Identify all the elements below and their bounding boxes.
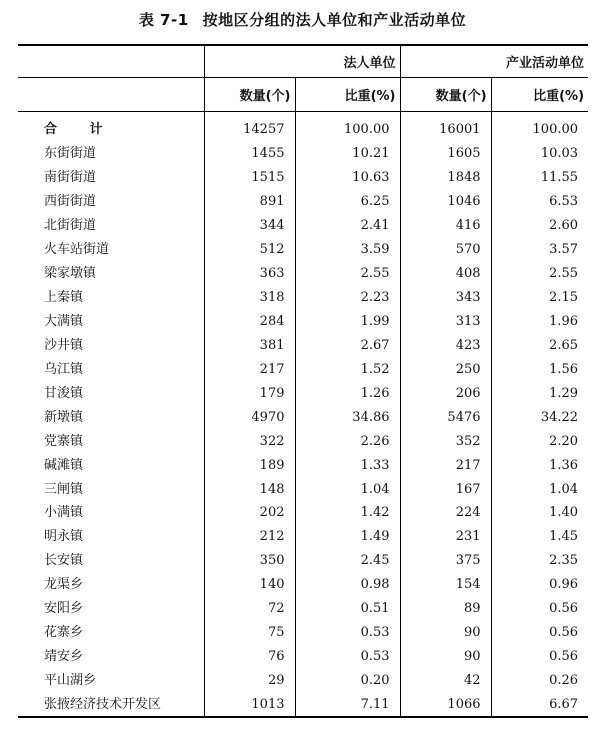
region-name: 小满镇 [44,505,84,521]
region-name: 安阳乡 [44,601,84,617]
activity-unit-count: 167 [400,477,491,501]
header-count-legal: 数量(个) [204,78,295,112]
legal-unit-count: 344 [204,214,295,238]
table-row [18,166,588,190]
region-name: 平山湖乡 [44,673,97,689]
activity-unit-share: 1.45 [491,525,588,549]
table-row [18,669,588,693]
header-row-groups [18,45,588,78]
table-row [18,621,588,645]
header-row-measures [18,78,588,112]
activity-unit-count: 89 [400,597,491,621]
table-row [18,190,588,214]
table-row [18,429,588,453]
legal-unit-share: 0.20 [295,669,400,693]
legal-unit-count: 202 [204,501,295,525]
region-name: 梁家墩镇 [44,266,97,282]
activity-unit-share: 0.56 [491,597,588,621]
legal-unit-share: 1.52 [295,357,400,381]
activity-unit-count: 1605 [400,142,491,166]
region-name: 上秦镇 [44,290,84,306]
legal-unit-count: 179 [204,381,295,405]
header-corner [18,45,204,78]
activity-unit-count: 231 [400,525,491,549]
activity-unit-count: 224 [400,501,491,525]
legal-unit-count: 29 [204,669,295,693]
activity-unit-share: 6.67 [491,693,588,718]
legal-unit-share: 0.98 [295,573,400,597]
legal-unit-share: 34.86 [295,405,400,429]
legal-unit-count: 363 [204,262,295,286]
activity-unit-share: 2.20 [491,429,588,453]
legal-unit-share: 1.33 [295,453,400,477]
header-share-activity: 比重(%) [491,78,588,112]
activity-unit-share: 0.26 [491,669,588,693]
activity-unit-share: 11.55 [491,166,588,190]
legal-unit-share: 7.11 [295,693,400,718]
activity-unit-share: 0.56 [491,645,588,669]
legal-unit-count: 1455 [204,142,295,166]
activity-unit-count: 1046 [400,190,491,214]
region-name: 碱滩镇 [44,457,84,473]
region-name: 明永镇 [44,529,84,545]
region-name: 南街街道 [44,170,97,186]
total-row [18,112,588,142]
region-name: 合 计 [44,122,117,138]
legal-unit-count: 140 [204,573,295,597]
activity-unit-count: 1848 [400,166,491,190]
legal-unit-count: 72 [204,597,295,621]
legal-unit-count: 1013 [204,693,295,718]
activity-unit-share: 0.56 [491,621,588,645]
table-row [18,286,588,310]
region-name: 乌江镇 [44,361,84,377]
legal-unit-share: 0.53 [295,645,400,669]
legal-unit-share: 1.26 [295,381,400,405]
legal-unit-count: 1515 [204,166,295,190]
region-name: 北街街道 [44,218,97,234]
legal-unit-count: 189 [204,453,295,477]
activity-unit-count: 16001 [400,112,491,142]
legal-unit-share: 1.99 [295,310,400,334]
header-share-legal: 比重(%) [295,78,400,112]
legal-unit-share: 1.49 [295,525,400,549]
data-table [18,44,588,718]
activity-unit-share: 1.96 [491,310,588,334]
activity-unit-count: 352 [400,429,491,453]
activity-unit-share: 34.22 [491,405,588,429]
region-name: 靖安乡 [44,649,84,665]
region-name: 大满镇 [44,313,84,329]
legal-unit-count: 4970 [204,405,295,429]
activity-unit-count: 375 [400,549,491,573]
activity-unit-share: 100.00 [491,112,588,142]
activity-unit-count: 5476 [400,405,491,429]
region-name: 沙井镇 [44,337,84,353]
header-legal-units: 法人单位 [204,45,400,78]
region-name: 花寨乡 [44,625,84,641]
activity-unit-count: 42 [400,669,491,693]
table-row [18,262,588,286]
region-name: 长安镇 [44,553,84,569]
activity-unit-share: 6.53 [491,190,588,214]
activity-unit-share: 2.65 [491,333,588,357]
legal-unit-share: 3.59 [295,238,400,262]
activity-unit-count: 313 [400,310,491,334]
legal-unit-count: 14257 [204,112,295,142]
legal-unit-count: 318 [204,286,295,310]
legal-unit-count: 350 [204,549,295,573]
table-row [18,597,588,621]
activity-unit-share: 2.55 [491,262,588,286]
legal-unit-count: 75 [204,621,295,645]
table-row [18,405,588,429]
legal-unit-share: 6.25 [295,190,400,214]
legal-unit-share: 10.63 [295,166,400,190]
activity-unit-share: 0.96 [491,573,588,597]
activity-unit-share: 1.40 [491,501,588,525]
region-name: 西街街道 [44,194,97,210]
legal-unit-count: 381 [204,333,295,357]
legal-unit-count: 322 [204,429,295,453]
activity-unit-count: 408 [400,262,491,286]
legal-unit-count: 284 [204,310,295,334]
legal-unit-share: 0.53 [295,621,400,645]
activity-unit-count: 1066 [400,693,491,718]
activity-unit-count: 250 [400,357,491,381]
region-name: 东街街道 [44,146,97,162]
table-row [18,333,588,357]
table-row [18,645,588,669]
activity-unit-count: 90 [400,645,491,669]
table-row [18,525,588,549]
header-corner-lower [18,78,204,112]
activity-unit-count: 217 [400,453,491,477]
table-row [18,214,588,238]
table-row [18,573,588,597]
table-row [18,310,588,334]
activity-unit-share: 2.15 [491,286,588,310]
table-row [18,357,588,381]
table-title [0,9,605,30]
header-activity-units: 产业活动单位 [400,45,588,78]
activity-unit-count: 343 [400,286,491,310]
table-number: 表 7-1 [138,11,189,29]
region-name: 火车站街道 [44,242,110,258]
table-row [18,453,588,477]
region-name: 党寨镇 [44,433,84,449]
legal-unit-count: 212 [204,525,295,549]
table-row [18,501,588,525]
legal-unit-share: 2.55 [295,262,400,286]
activity-unit-count: 154 [400,573,491,597]
legal-unit-share: 1.04 [295,477,400,501]
activity-unit-share: 2.35 [491,549,588,573]
activity-unit-share: 1.29 [491,381,588,405]
table-title-text: 按地区分组的法人单位和产业活动单位 [202,11,467,29]
legal-unit-share: 0.51 [295,597,400,621]
activity-unit-share: 2.60 [491,214,588,238]
legal-unit-count: 148 [204,477,295,501]
activity-unit-count: 570 [400,238,491,262]
region-name: 三闸镇 [44,481,84,497]
header-count-activity: 数量(个) [400,78,491,112]
table-row [18,142,588,166]
legal-unit-share: 2.67 [295,333,400,357]
legal-unit-share: 2.45 [295,549,400,573]
table-row [18,477,588,501]
legal-unit-count: 512 [204,238,295,262]
region-name: 甘浚镇 [44,385,84,401]
region-name: 张掖经济技术开发区 [18,693,204,718]
region-name: 龙渠乡 [44,577,84,593]
table-row [18,693,588,718]
legal-unit-share: 2.41 [295,214,400,238]
legal-unit-share: 2.26 [295,429,400,453]
legal-unit-share: 100.00 [295,112,400,142]
legal-unit-share: 1.42 [295,501,400,525]
legal-unit-count: 891 [204,190,295,214]
legal-unit-count: 76 [204,645,295,669]
activity-unit-share: 1.36 [491,453,588,477]
activity-unit-count: 206 [400,381,491,405]
legal-unit-count: 217 [204,357,295,381]
table-row [18,549,588,573]
activity-unit-share: 10.03 [491,142,588,166]
activity-unit-share: 1.56 [491,357,588,381]
activity-unit-count: 423 [400,333,491,357]
region-name: 新墩镇 [44,409,84,425]
activity-unit-count: 90 [400,621,491,645]
legal-unit-share: 2.23 [295,286,400,310]
activity-unit-share: 3.57 [491,238,588,262]
legal-unit-share: 10.21 [295,142,400,166]
table-row [18,381,588,405]
activity-unit-share: 1.04 [491,477,588,501]
activity-unit-count: 416 [400,214,491,238]
table-row [18,238,588,262]
table-body [18,112,588,718]
